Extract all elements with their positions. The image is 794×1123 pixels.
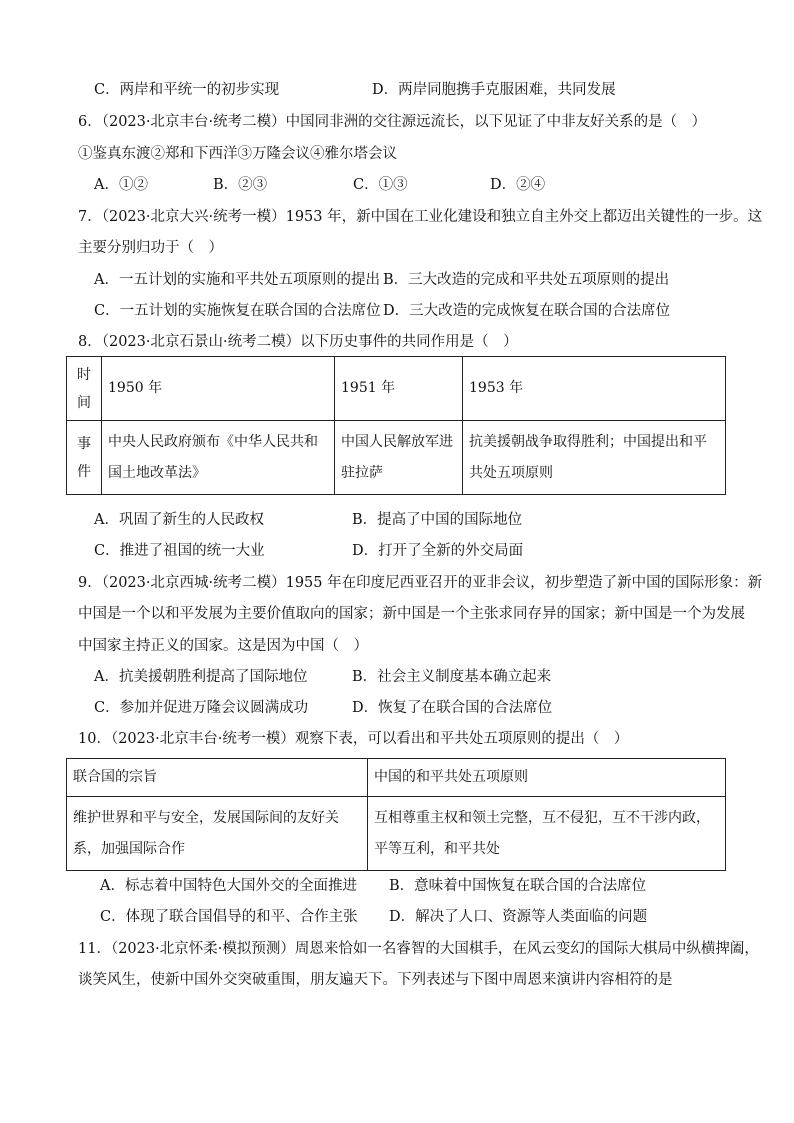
q10-table-head-un: 联合国的宗旨 [67, 759, 368, 797]
q8-table-head-time: 时间 [67, 357, 102, 421]
q11-stem-line1: 11．（2023·北京怀柔·模拟预测）周恩来恰如一名睿智的大国棋手，在风云变幻的国际大棋局中纵横捭阖， [78, 941, 759, 957]
q7-stem-line1: 7．（2023·北京大兴·统考一模）1953 年，新中国在工业化建设和独立自主外交上都迈出关键性的一步。这 [78, 209, 763, 225]
q7-option-c: C．一五计划的实施恢复在联合国的合法席位 [94, 303, 381, 319]
q9-option-b: B．社会主义制度基本确立起来 [352, 669, 552, 685]
q8-option-b: B．提高了中国的国际地位 [352, 512, 523, 528]
q10-stem: 10．（2023·北京丰台·统考一模）观察下表，可以看出和平共处五项原则的提出（ ） [78, 731, 629, 747]
q10-option-a: A．标志着中国特色大国外交的全面推进 [100, 878, 357, 894]
q9-stem-line3: 中国家主持正义的国家。这是因为中国（ ） [78, 638, 368, 654]
q8-option-d: D．打开了全新的外交局面 [352, 543, 524, 559]
q7-stem-line2: 主要分别归功于（ ） [78, 240, 223, 256]
q7-option-b: B．三大改造的完成和平共处五项原则的提出 [383, 272, 670, 288]
q8-stem: 8．（2023·北京石景山·统考二模）以下历史事件的共同作用是（ ） [78, 334, 518, 350]
q8-option-a: A．巩固了新生的人民政权 [94, 512, 264, 528]
q5-option-d: D．两岸同胞携手克服困难，共同发展 [372, 82, 616, 98]
q8-table-cell-1953: 1953 年 [463, 357, 726, 421]
q10-table-body-china: 互相尊重主权和领土完整，互不侵犯，互不干涉内政，平等互利，和平共处 [368, 797, 726, 871]
q9-option-c: C．参加并促进万隆会议圆满成功 [94, 700, 309, 716]
q6-option-a: A．①② [94, 177, 148, 193]
q8-table-cell-1950: 1950 年 [102, 357, 335, 421]
q8-table [66, 356, 726, 495]
q8-table-event-1950: 中央人民政府颁布《中华人民共和国土地改革法》 [102, 421, 335, 495]
q10-table-body-un: 维护世界和平与安全，发展国际间的友好关系，加强国际合作 [67, 797, 368, 871]
q6-option-d: D．②④ [490, 177, 546, 193]
q10-option-b: B．意味着中国恢复在联合国的合法席位 [389, 878, 647, 894]
q10-table-head-china: 中国的和平共处五项原则 [368, 759, 726, 797]
q11-stem-line2: 谈笑风生，使新中国外交突破重围，朋友遍天下。下列表述与下图中周恩来演讲内容相符的是 [78, 972, 673, 988]
q8-table-event-1953: 抗美援朝战争取得胜利；中国提出和平共处五项原则 [463, 421, 726, 495]
q6-option-b: B．②③ [213, 177, 268, 193]
q9-option-a: A．抗美援朝胜利提高了国际地位 [94, 669, 308, 685]
q8-table-event-1951: 中国人民解放军进驻拉萨 [335, 421, 463, 495]
q6-stem: 6．（2023·北京丰台·统考二模）中国同非洲的交往源远流长，以下见证了中非友好关系的是（ ） [78, 114, 707, 130]
q6-items: ①鉴真东渡②郑和下西洋③万隆会议④雅尔塔会议 [78, 146, 397, 162]
q10-option-c: C．体现了联合国倡导的和平、合作主张 [100, 909, 358, 925]
q5-option-c: C．两岸和平统一的初步实现 [94, 82, 280, 98]
q7-option-d: D．三大改造的完成恢复在联合国的合法席位 [383, 303, 671, 319]
q8-table-cell-1951: 1951 年 [335, 357, 463, 421]
q8-option-c: C．推进了祖国的统一大业 [94, 543, 265, 559]
q6-option-c: C．①③ [353, 177, 408, 193]
q10-table [66, 758, 726, 871]
q9-stem-line1: 9．（2023·北京西城·统考二模）1955 年在印度尼西亚召开的亚非会议，初步塑造了新中国的国际形象：新 [78, 575, 763, 591]
q9-stem-line2: 中国是一个以和平发展为主要价值取向的国家；新中国是一个主张求同存异的国家；新中国是一个为发展 [78, 606, 745, 622]
q10-option-d: D．解决了人口、资源等人类面临的问题 [389, 909, 648, 925]
q8-table-head-event: 事件 [67, 421, 102, 495]
q9-option-d: D．恢复了在联合国的合法席位 [352, 700, 553, 716]
q7-option-a: A．一五计划的实施和平共处五项原则的提出 [94, 272, 380, 288]
